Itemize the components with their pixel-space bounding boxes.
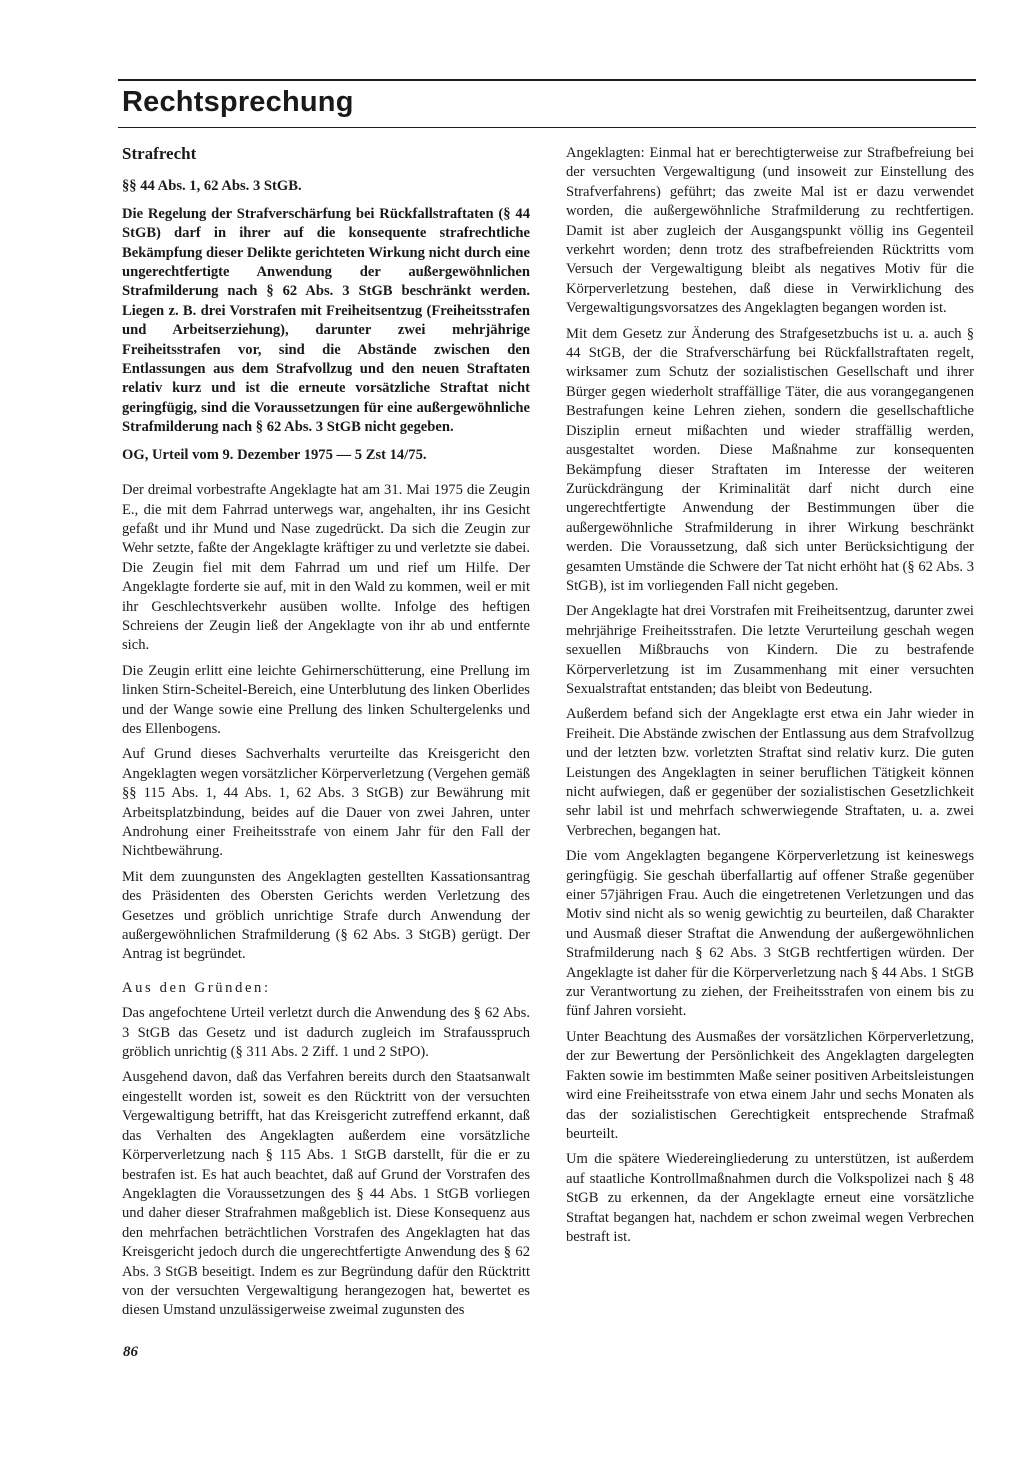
paragraph: Das angefochtene Urteil verletzt durch die Anwendung des § 62 Abs. 3 StGB das Gesetz und ist dadurch zugleich im Strafausspruch gröblich unrichtig (§ 311 Abs. 2 Ziff. 1 und 2 StPO). [122, 1005, 530, 1061]
paragraph: Auf Grund dieses Sachverhalts verurteilte das Kreisgericht den Angeklagten wegen vorsätzlicher Körperverletzung (Vergehen gemäß §§ 115 Abs. 1, 44 Abs. 1, 62 Abs. 3 StGB) zur Bewährung mit Arbeitsplatzbindung, beides auf die Dauer von zwei Jahren, unter Androhung einer Freiheitsstrafe von einem Jahr für den Fall der Nichtbewährung. [122, 746, 530, 860]
paragraph: Mit dem Gesetz zur Änderung des Strafgesetzbuchs ist u. a. auch § 44 StGB, der die Strafverschärfung bei Rückfallstraftaten regelt, wirksamer zum Schutz der sozialistischen Gesellschaft und ihrer Bürger gegen wiederholt straffällige Täter, die aus vorangegangenen Bestrafungen keine Lehren ziehen, sondern die gesellschaftliche Disziplin erneut mißachten und wieder straffällig werden, ausgestaltet worden. Diese Maßnahme zur konsequenten Bekämpfung dieser Straftaten im Interesse der weiteren Zurückdrängung der Kriminalität darf nicht durch eine ungerechtfertigte Anwendung der Bestimmungen über die außergewöhnliche Strafmilderung in ihrer Wirkung beschränkt werden. Die Voraussetzung, daß sich unter Berücksichtigung der gesamten Umstände die Schwere der Tat nicht erhöht hat (§ 62 Abs. 3 StGB), ist im vorliegenden Fall nicht gegeben. [566, 325, 974, 594]
paragraph: Die vom Angeklagten begangene Körperverletzung ist keineswegs geringfügig. Sie geschah überfallartig auf offener Straße gegenüber einer 57jährigen Frau. Auch die eingetretenen Verletzungen und das Motiv sind nicht als so wenig gewichtig zu beurteilen, daß Charakter und Ausmaß dieser Straftat die Anwendung der außergewöhnlichen Strafmilderung nach § 62 Abs. 3 StGB rechtfertigen würden. Der Angeklagte ist daher für die Körperverletzung nach § 44 Abs. 1 StGB zur Verantwortung zu ziehen, der Freiheitsstrafen von einem bis zu fünf Jahren vorsieht. [566, 848, 974, 1020]
paragraph: Mit dem zuungunsten des Angeklagten gestellten Kassationsantrag des Präsidenten des Obersten Gerichts werden Verletzung des Gesetzes und gröblich unrichtige Strafe durch Anwendung der außergewöhnlichen Strafmilderung (§ 62 Abs. 3 StGB) gerügt. Der Antrag ist begründet. [122, 868, 530, 963]
page-number: 86 [123, 1344, 138, 1360]
reasons-heading: Aus den Gründen: [122, 979, 271, 996]
paragraph: Der Angeklagte hat drei Vorstrafen mit Freiheitsentzug, darunter zwei mehrjährige Freiheitsstrafen. Die letzte Verurteilung geschah wegen sexuellen Mißbrauchs von Kindern. Die zu bestrafende Körperverletzung ist im Zusammenhang mit einer versuchten Sexualstraftat entstanden; das bleibt von Bedeutung. [566, 603, 974, 697]
right-column [566, 144, 974, 1253]
subheading: Strafrecht [122, 144, 197, 163]
top-rule [118, 79, 976, 81]
title-rule [118, 127, 976, 128]
headnote: Die Regelung der Strafverschärfung bei Rückfallstraftaten (§ 44 StGB) darf in ihrer auf die konsequente strafrechtliche Bekämpfung dieser Delikte gerichteten Wirkung nicht durch eine ungerechtfertigte Anwendung der außergewöhnlichen Strafmilderung nach § 62 Abs. 3 StGB beschränkt werden. Liegen z. B. drei Vorstrafen mit Freiheitsentzug (Freiheitsstrafen und Arbeitserziehung), darunter zwei mehrjährige Freiheitsstrafen vor, sind die Abstände zwischen den Entlassungen aus dem Strafvollzug und den neuen Straftaten relativ kurz und ist die erneute vorsätzliche Straftat nicht geringfügig, sind die Voraussetzungen für eine außergewöhnliche Strafmilderung nach § 62 Abs. 3 StGB nicht gegeben. [122, 205, 530, 436]
ruling-reference: OG, Urteil vom 9. Dezember 1975 — 5 Zst 14/75. [122, 446, 427, 463]
paragraph: Die Zeugin erlitt eine leichte Gehirnerschütterung, eine Prellung im linken Stirn-Scheitel-Bereich, eine Unterblutung des linken Oberlides und der Wange sowie eine Prellung des linken Schultergelenks und des Ellenbogens. [122, 662, 530, 737]
paragraph: Um die spätere Wiedereingliederung zu unterstützen, ist außerdem auf staatliche Kontrollmaßnahmen durch die Volkspolizei nach § 48 StGB zu erkennen, da der Angeklagte erneut eine vorsätzliche Straftat begangen hat, nachdem er schon zweimal wegen Verbrechen bestraft ist. [566, 1151, 974, 1245]
paragraph: Unter Beachtung des Ausmaßes der vorsätzlichen Körperverletzung, der zur Bewertung der Persönlichkeit des Angeklagten dargelegten Fakten sowie im bestimmten Maße seiner positiven Arbeitsleistungen wird eine Freiheitsstrafe von etwa einem Jahr und sechs Monaten als das der sozialistischen Gerechtigkeit entsprechende Strafmaß beurteilt. [566, 1028, 974, 1142]
left-column [122, 142, 530, 1327]
paragraph: Der dreimal vorbestrafte Angeklagte hat am 31. Mai 1975 die Zeugin E., die mit dem Fahrrad unterwegs war, angehalten, ihr ins Gesicht gefaßt und ihr Mund und Nase zugedrückt. Da sich die Zeugin zur Wehr setzte, faßte der Angeklagte kräftiger zu und verletzte sie dabei. Die Zeugin fiel mit dem Fahrrad um und rief um Hilfe. Der Angeklagte forderte sie auf, mit in den Wald zu kommen, weil er mit ihr Geschlechtsverkehr ausüben wollte. Infolge des heftigen Schreiens der Zeugin ließ der Angeklagte von ihr ab und entfernte sich. [122, 482, 530, 654]
paragraph: Außerdem befand sich der Angeklagte erst etwa ein Jahr wieder in Freiheit. Die Abstände zwischen der Entlassung aus dem Strafvollzug und der letzten bzw. vorletzten Straftat sind relativ kurz. Die guten Leistungen des Angeklagten in seiner beruflichen Tätigkeit können nicht aufwiegen, daß er gegenüber der sozialistischen Gesetzlichkeit sehr labil ist und mehrfach schwerwiegende Straftaten, u. a. zwei Verbrechen, begangen hat. [566, 706, 974, 839]
statute-citation: §§ 44 Abs. 1, 62 Abs. 3 StGB. [122, 178, 302, 195]
section-title: Rechtsprechung [122, 86, 354, 118]
paragraph: Angeklagten: Einmal hat er berechtigterweise zur Strafbefreiung bei der versuchten Vergewaltigung (und insoweit zur Einstellung des Strafverfahrens) geführt; das zweite Mal ist er dazu verwendet worden, die außergewöhnliche Strafmilderung zu rechtfertigen. Damit ist aber zugleich der Ausgangspunkt völlig ins Gegenteil verkehrt worden; denn trotz des strafbefreienden Rücktritts vom Versuch der Vergewaltigung bleibt als negatives Motiv für die Körperverletzung bestehen, daß diese in Verwirklichung des Vergewaltigungsvorsatzes des Angeklagten begangen worden ist. [566, 145, 974, 317]
paragraph: Ausgehend davon, daß das Verfahren bereits durch den Staatsanwalt eingestellt worden ist, soweit es den Rücktritt von der versuchten Vergewaltigung betrifft, hat das Kreisgericht zutreffend erkannt, daß das Verhalten des Angeklagten außerdem eine vorsätzliche Körperverletzung nach § 115 Abs. 1 StGB darstellt, für die er zu bestrafen ist. Es hat auch beachtet, daß auf Grund der Vorstrafen des Angeklagten die Voraussetzungen des § 44 Abs. 1 StGB vorliegen und daher dieser Strafrahmen maßgeblich ist. Diese Konsequenz aus den mehrfachen beträchtlichen Vorstrafen des Angeklagten hat das Kreisgericht jedoch durch die ungerechtfertigte Anwendung des § 62 Abs. 3 StGB beseitigt. Indem es zur Begründung dafür den Rücktritt von der versuchten Vergewaltigung herangezogen hat, bewertet es diesen Umstand unzulässigerweise zweimal zugunsten des [122, 1069, 530, 1319]
